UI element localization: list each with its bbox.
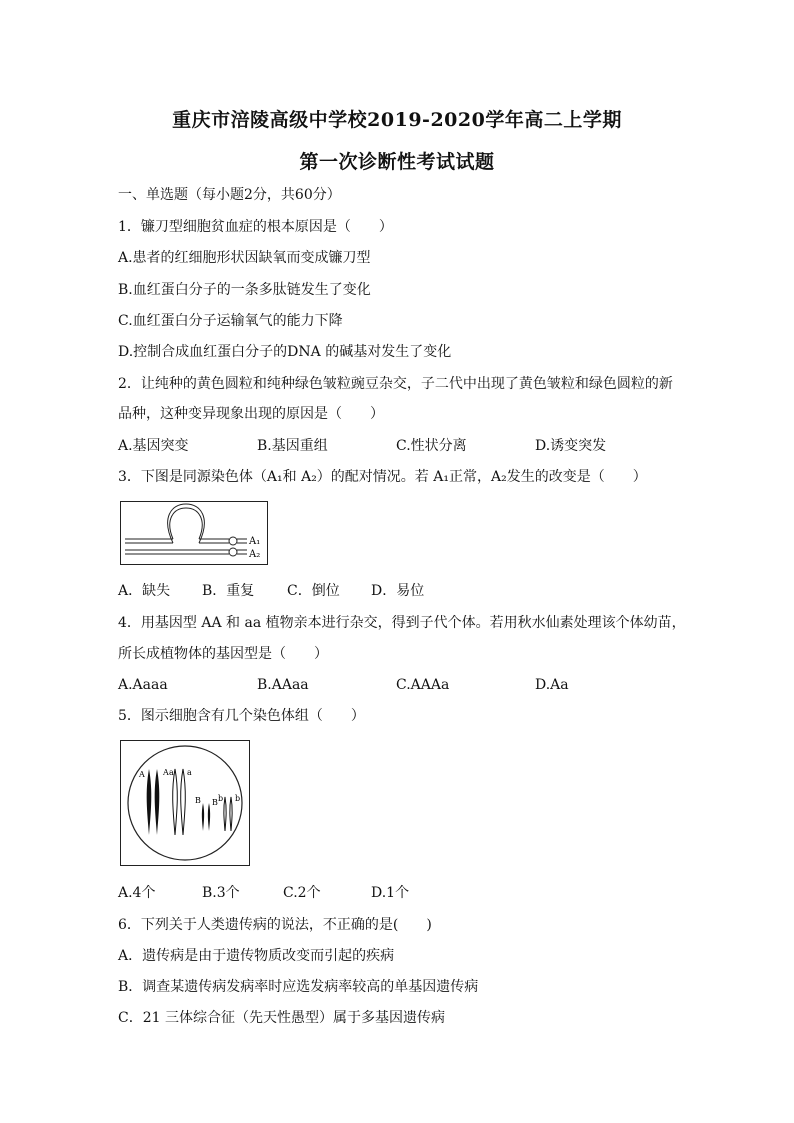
label-A-2: A [163, 768, 169, 777]
label-a1: A₁ [249, 536, 261, 547]
label-b-1: b [218, 794, 224, 803]
q5-option-a: A.4个 [118, 885, 156, 901]
label-a-1: a [169, 768, 174, 777]
q1-option-a: A.患者的红细胞形状因缺氧而变成镰刀型 [118, 250, 371, 266]
cell-chromosome-diagram [121, 741, 249, 865]
q2-stem-line2: 品种，这种变异现象出现的原因是（ ） [118, 406, 384, 422]
q1-option-b: B.血红蛋白分子的一条多肽链发生了变化 [118, 282, 371, 298]
q2-option-a: A.基因突变 [118, 438, 189, 454]
label-b-2: b [235, 794, 241, 803]
q5-stem: 5．图示细胞含有几个染色体组（ ） [118, 708, 365, 724]
q2-stem-line1: 2．让纯种的黄色圆粒和纯种绿色皱粒豌豆杂交，子二代中出现了黄色皱粒和绿色圆粒的新 [118, 376, 673, 392]
q5-option-d: D.1个 [371, 885, 410, 901]
label-A-1: A [139, 770, 145, 779]
q5-option-b: B.3个 [202, 885, 240, 901]
q3-figure [120, 501, 268, 565]
q6-option-c: C．21 三体综合征（先天性愚型）属于多基因遗传病 [118, 1010, 445, 1026]
q4-option-a: A.Aaaa [118, 677, 168, 693]
q4-stem-line1: 4．用基因型 AA 和 aa 植物亲本进行杂交，得到子代个体。若用秋水仙素处理该个体幼苗， [118, 615, 686, 631]
q3-stem: 3．下图是同源染色体（A₁和 A₂）的配对情况。若 A₁正常，A₂发生的改变是（ ） [118, 469, 647, 485]
q1-stem: 1．镰刀型细胞贫血症的根本原因是（ ） [118, 219, 393, 235]
q5-option-c: C.2个 [283, 885, 321, 901]
q6-option-b: B．调查某遗传病发病率时应选发病率较高的单基因遗传病 [118, 979, 479, 995]
section-heading: 一、单选题（每小题2分，共60分） [118, 187, 341, 203]
q5-figure [120, 740, 250, 866]
label-B-1: B [195, 796, 201, 805]
q2-option-c: C.性状分离 [396, 438, 467, 454]
q4-stem-line2: 所长成植物体的基因型是（ ） [118, 646, 328, 662]
label-B-2: B [212, 798, 218, 807]
q4-option-b: B.AAaa [257, 677, 309, 693]
q1-option-d: D.控制合成血红蛋白分子的DNA 的碱基对发生了变化 [118, 344, 452, 360]
homologous-chromosome-diagram [121, 502, 267, 564]
page-title-line2: 第一次诊断性考试试题 [299, 151, 495, 173]
q3-option-b: B．重复 [202, 583, 255, 599]
q4-option-c: C.AAAa [396, 677, 450, 693]
label-a-2: a [187, 768, 192, 777]
q4-option-d: D.Aa [535, 677, 569, 693]
q6-option-a: A．遗传病是由于遗传物质改变而引起的疾病 [118, 948, 395, 964]
q3-option-c: C．倒位 [287, 583, 340, 599]
q2-option-b: B.基因重组 [257, 438, 328, 454]
q3-option-d: D．易位 [371, 583, 425, 599]
q1-option-c: C.血红蛋白分子运输氧气的能力下降 [118, 313, 343, 329]
q6-stem: 6．下列关于人类遗传病的说法，不正确的是( ) [118, 917, 432, 933]
page-title-line1: 重庆市涪陵高级中学校2019-2020学年高二上学期 [172, 109, 622, 131]
label-a2: A₂ [249, 549, 261, 560]
q2-option-d: D.诱变突发 [535, 438, 607, 454]
q3-option-a: A．缺失 [118, 583, 171, 599]
